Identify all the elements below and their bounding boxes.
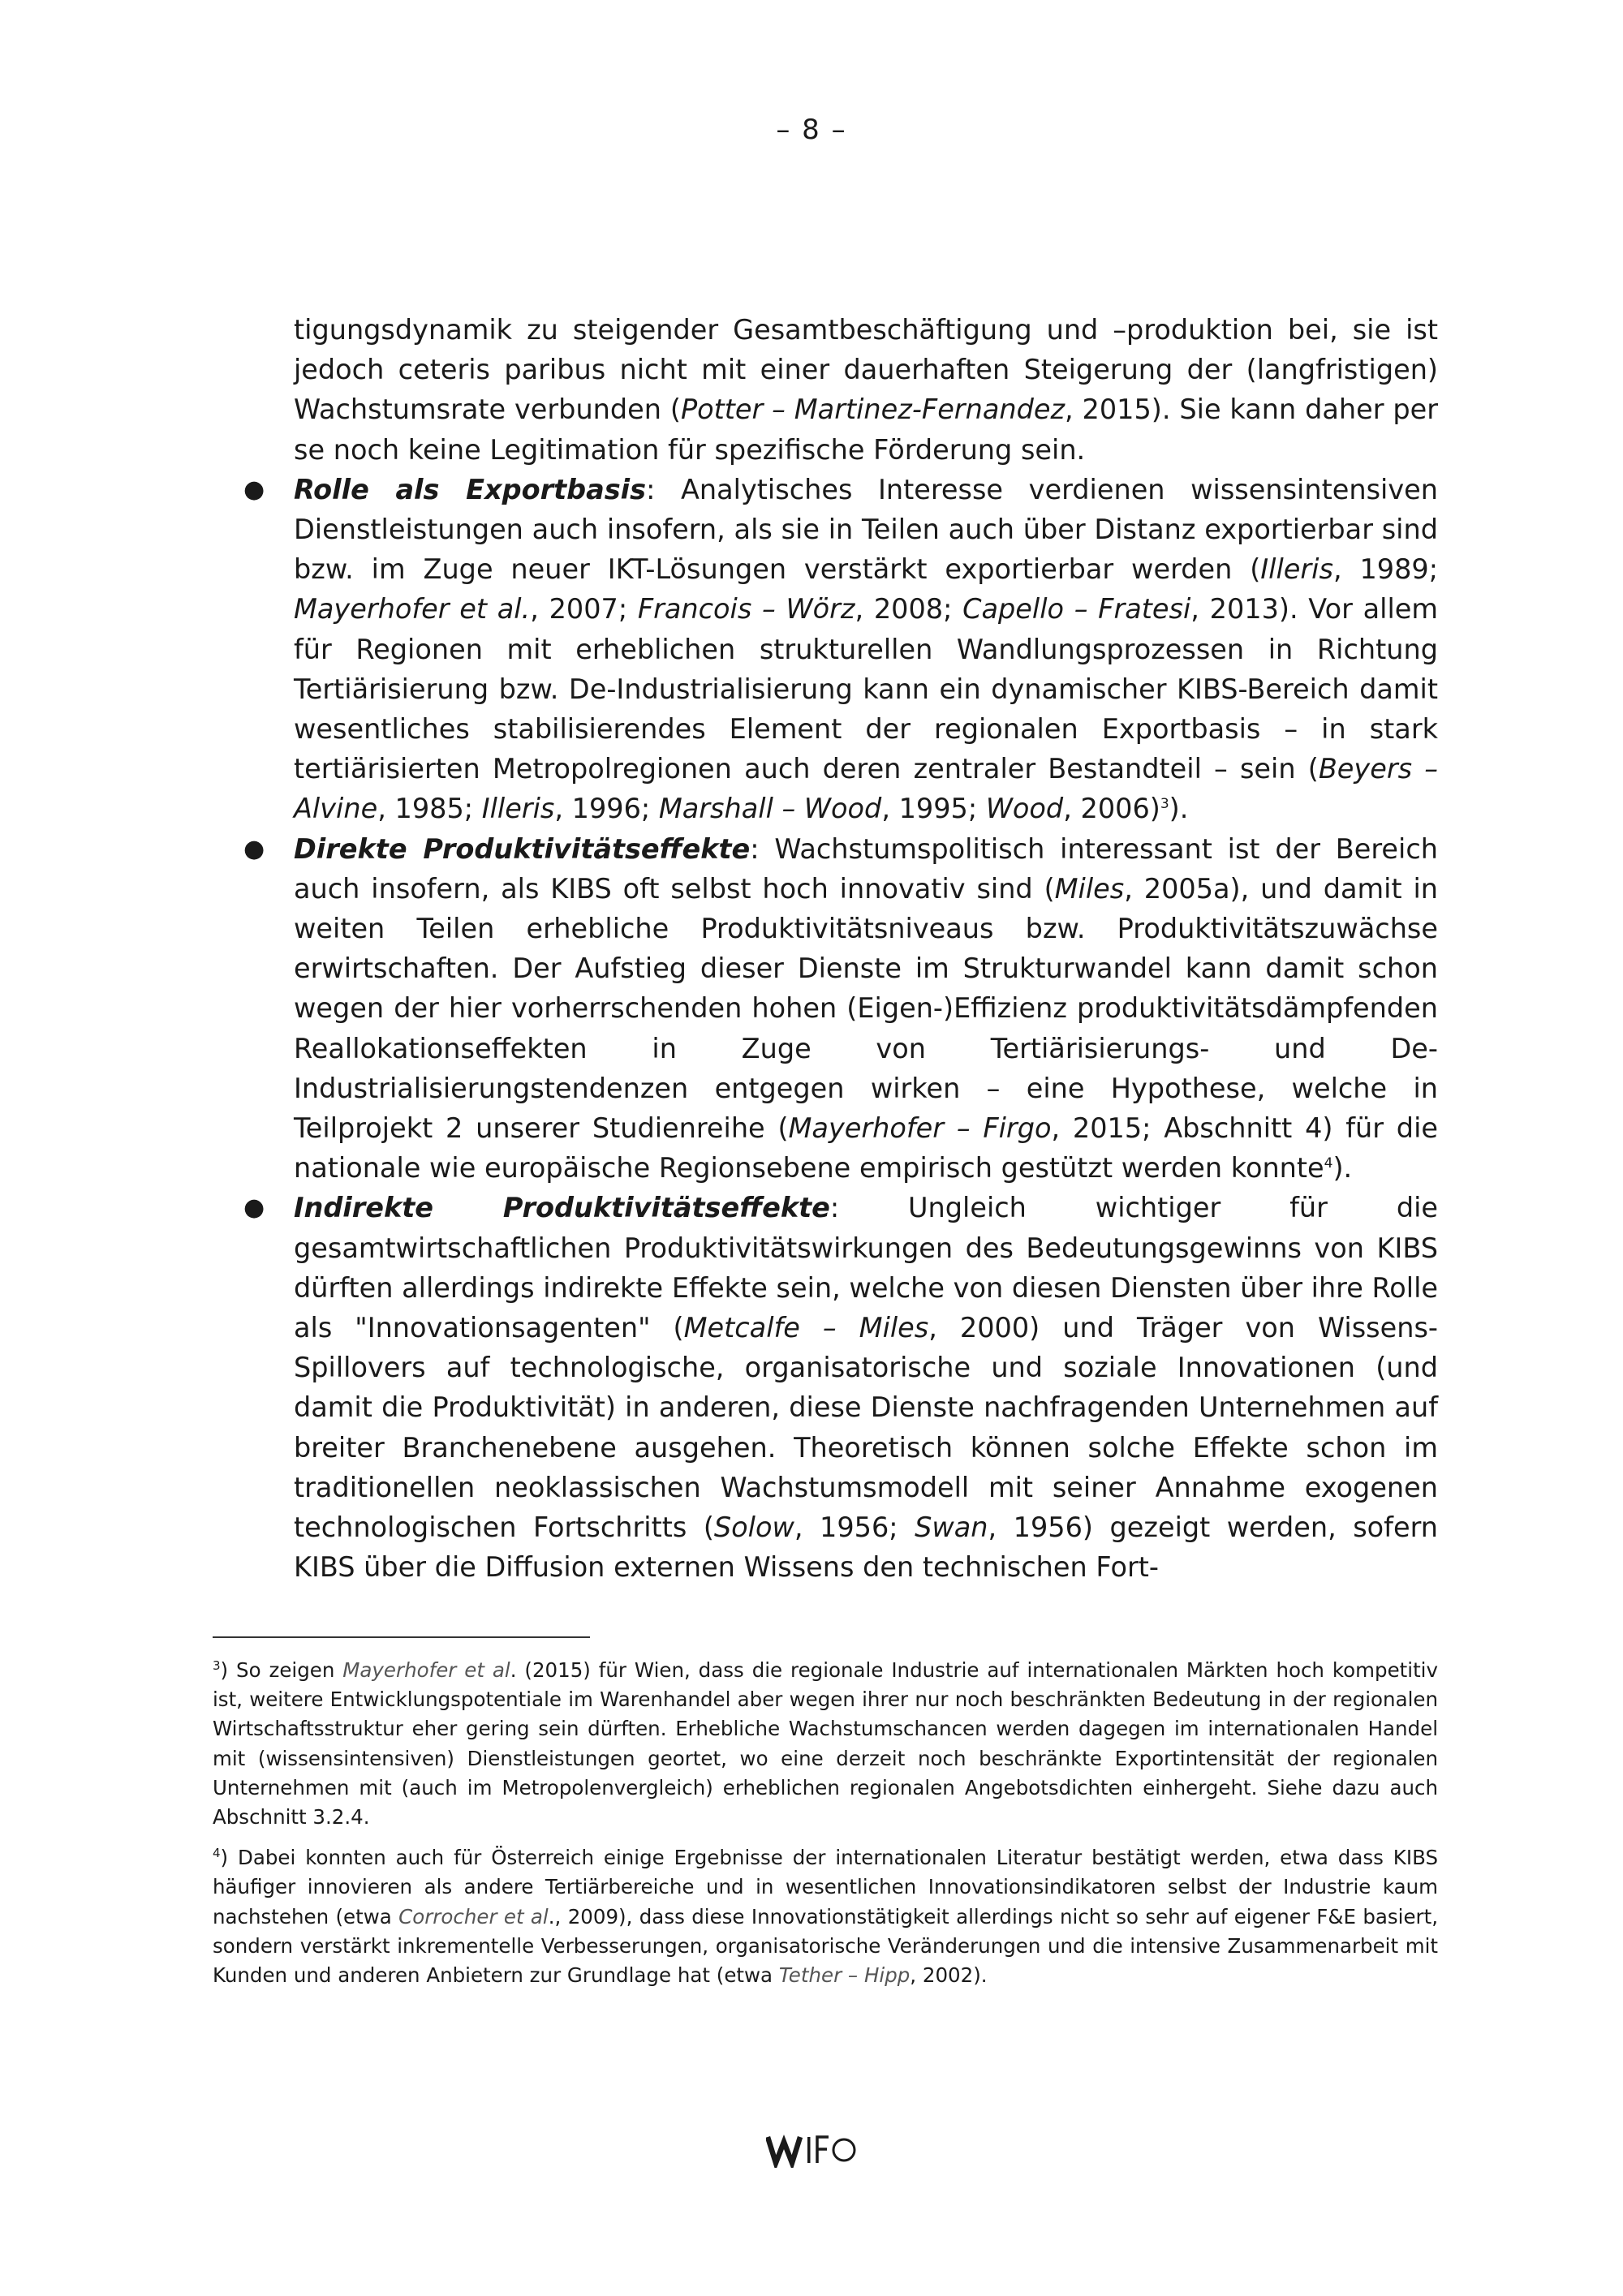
text-segment: ) Dabei konnten auch für Österreich einige Ergebnisse der internationalen Literatur bestätigt werden, etwa dass KIBS häufiger innovieren als andere Tertiärbereiche und in wesentlichen Innovationsindikatoren selbst der Industrie kaum nachstehen (etwa bbox=[213, 1846, 1438, 1928]
text-segment: ., 2009), dass diese Innovationstätigkeit allerdings nicht so sehr auf eigener F&E basiert, sondern verstärkt inkrementelle Verbesserungen, organisatorische Veränderungen und die intensive Zusammenarbeit mit Kunden und anderen Anbietern zur Grundlage hat (etwa bbox=[213, 1904, 1438, 1988]
bullet-icon: ● bbox=[243, 834, 265, 863]
footnote-4 bbox=[213, 1843, 1438, 1990]
citation: Miles bbox=[1054, 872, 1125, 905]
citation: Marshall – Wood bbox=[658, 793, 882, 825]
text-segment: , 1995; bbox=[881, 793, 986, 825]
text-segment: : Ungleich wichtiger für die gesamtwirtschaftlichen Produktivitätswirkungen des Bedeutungsgewinns von KIBS dürften allerdings indirekte Effekte sein, welche von diesen Diensten über ihre Rolle als "Innovationsagenten" ( bbox=[294, 1192, 1439, 1344]
citation: Mayerhofer et al bbox=[342, 1658, 510, 1682]
text-segment: ) So zeigen bbox=[220, 1658, 343, 1682]
bullet-item-direkte-effekte bbox=[243, 829, 1439, 1189]
text-segment: ). bbox=[1332, 1152, 1353, 1185]
citation: Mayerhofer et al. bbox=[294, 593, 531, 626]
text-segment: ). bbox=[1169, 793, 1189, 825]
text-segment: , 1996; bbox=[554, 793, 659, 825]
text-segment: , 1956) gezeigt werden, sofern KIBS über die Diffusion externen Wissens den technischen Fort- bbox=[294, 1511, 1438, 1584]
wifo-logo-icon bbox=[766, 2132, 857, 2168]
text-segment: , 2013). Vor allem für Regionen mit erheblichen strukturellen Wandlungsprozessen in Richtung Tertiärisierung bzw. De-Industrialisierung kann ein dynamischer KIBS-Bereich damit wesentliches stabilisierendes Element der regionalen Exportbasis – in stark tertiärisierten Metropolregionen auch deren zentraler Bestandteil – sein ( bbox=[294, 593, 1438, 785]
bullet-term: Rolle als Exportbasis bbox=[294, 473, 647, 505]
citation: Metcalfe – Miles bbox=[683, 1312, 929, 1344]
text-segment: : Wachstumspolitisch interessant ist der Bereich auch insofern, als KIBS oft selbst hoch innovativ sind ( bbox=[294, 832, 1439, 905]
text-segment: , 2000) und Träger von Wissens-Spillovers auf technologische, organisatorische und soziale Innovationen (und damit die Produktivität) in anderen, diese Dienste nachfragenden Unternehmen auf breiter Branchenebene ausgehen. Theoretisch können solche Effekte schon im traditionellen neoklassischen Wachstumsmodell mit seiner Annahme exogenen technologischen Fortschritts ( bbox=[294, 1312, 1439, 1544]
text-segment: : Analytisches Interesse verdienen wissensintensiven Dienstleistungen auch insofern, als sie in Teilen auch über Distanz exportierbar sind bzw. im Zuge neuer IKT-Lösungen verstärkt exportierbar werden ( bbox=[294, 473, 1438, 586]
citation: Corrocher et al bbox=[398, 1904, 549, 1928]
citation: Wood bbox=[985, 793, 1064, 825]
citation: Beyers – Alvine bbox=[294, 753, 1438, 825]
text-segment: , 1989; bbox=[1332, 553, 1438, 586]
text-segment: , 2015; Abschnitt 4) für die nationale wie europäische Regionsebene empirisch gestützt werden konnte bbox=[294, 1112, 1438, 1185]
bullet-item-indirekte-effekte bbox=[243, 1188, 1439, 1587]
citation: Mayerhofer – Firgo bbox=[788, 1112, 1052, 1145]
page-number: – 8 – bbox=[776, 114, 847, 146]
footnote-ref[interactable]: 3 bbox=[1160, 796, 1169, 813]
bullet-list bbox=[243, 470, 1439, 1588]
text-segment: , 2005a), und damit in weiten Teilen erhebliche Produktivitätsniveaus bzw. Produktivitätszuwächse erwirtschaften. Der Aufstieg dieser Dienste im Strukturwandel kann damit schon wegen der hier vorherrschenden hohen (Eigen-)Effizienz produktivitätsdämpfenden Reallokationseffekten in Zuge von Tertiärisierungs- und De-Industrialisierungstendenzen entgegen wirken – eine Hypothese, welche in Teilprojekt 2 unserer Studienreihe ( bbox=[294, 872, 1438, 1145]
wifo-logo bbox=[0, 2132, 1623, 2171]
text-segment: , 1985; bbox=[377, 793, 482, 825]
text-segment: , 2015). Sie kann daher per se noch keine Legitimation für spezifische Förderung sein. bbox=[294, 393, 1438, 466]
citation: Tether – Hipp bbox=[778, 1963, 911, 1988]
citation: Potter – Martinez-Fernandez bbox=[680, 393, 1065, 426]
bullet-icon: ● bbox=[243, 1193, 265, 1223]
footnotes bbox=[213, 1656, 1438, 2001]
citation: Swan bbox=[915, 1511, 988, 1544]
citation: Solow bbox=[713, 1511, 794, 1544]
bullet-icon: ● bbox=[243, 475, 265, 504]
main-text bbox=[243, 310, 1439, 1588]
footnote-3 bbox=[213, 1656, 1438, 1832]
footnote-number: 4 bbox=[213, 1846, 221, 1861]
footnote-number: 3 bbox=[213, 1658, 221, 1673]
intro-paragraph bbox=[294, 310, 1438, 470]
text-segment: . (2015) für Wien, dass die regionale Industrie auf internationalen Märkten hoch kompetitiv ist, weitere Entwicklungspotentiale im Warenhandel aber wegen ihrer nur noch beschränkten Bedeutung in der regionalen Wirtschaftsstruktur eher gering sein dürften. Erhebliche Wachstumschancen werden dagegen im internationalen Handel mit (wissensintensiven) Dienstleistungen geortet, wo eine derzeit noch beschränkte Exportintensität der regionalen Unternehmen mit (auch im Metropolenvergleich) erheblichen regionalen Angebotsdichten einhergeht. Siehe dazu auch Abschnitt 3.2.4. bbox=[213, 1658, 1438, 1829]
citation: Illeris bbox=[1260, 553, 1333, 586]
text-segment: , 2006) bbox=[1063, 793, 1160, 825]
bullet-term: Indirekte Produktivitätseffekte bbox=[294, 1192, 830, 1224]
text-segment: tigungsdynamik zu steigender Gesamtbeschäftigung und –produktion bei, sie ist jedoch ceteris paribus nicht mit einer dauerhaften Steigerung der (langfristigen) Wachstumsrate verbunden ( bbox=[294, 314, 1438, 426]
text-segment: , 2008; bbox=[855, 593, 963, 626]
bullet-term: Direkte Produktivitätseffekte bbox=[294, 832, 751, 865]
text-segment: , 2007; bbox=[530, 593, 638, 626]
footnote-separator bbox=[213, 1636, 590, 1638]
text-segment: , 2002). bbox=[910, 1963, 988, 1988]
citation: Illeris bbox=[481, 793, 555, 825]
citation: Francois – Wörz bbox=[637, 593, 855, 626]
text-segment: , 1956; bbox=[794, 1511, 915, 1544]
citation: Capello – Fratesi bbox=[962, 593, 1191, 626]
footnote-ref[interactable]: 4 bbox=[1324, 1155, 1333, 1172]
bullet-item-exportbasis bbox=[243, 470, 1438, 829]
